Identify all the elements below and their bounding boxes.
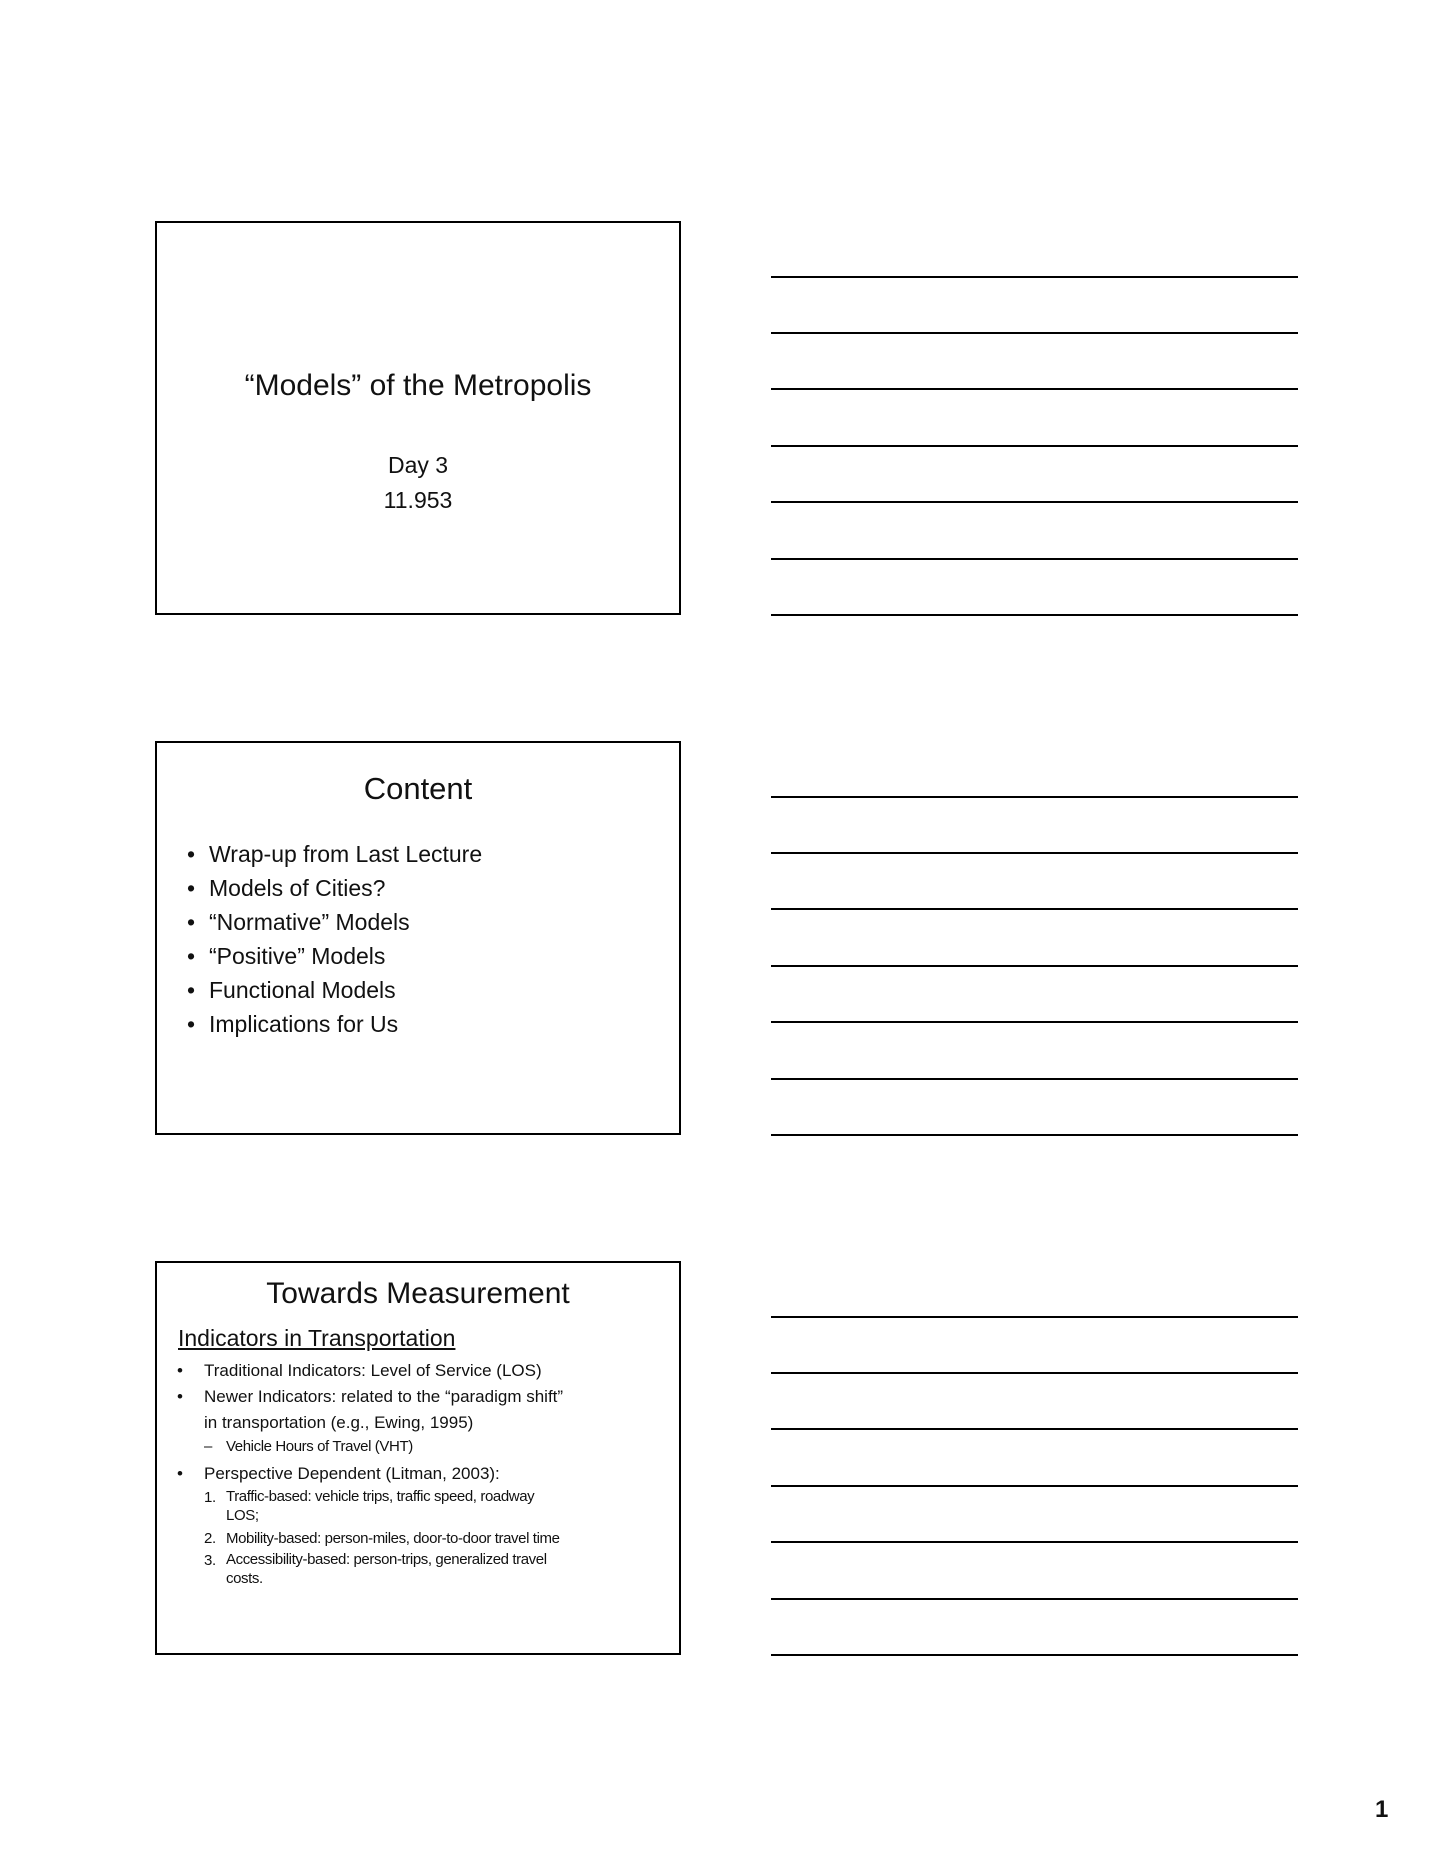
list-item: • Perspective Dependent (Litman, 2003):: [177, 1461, 677, 1487]
slide-1-subtitle: [157, 448, 679, 518]
note-line: [771, 388, 1298, 390]
note-line: [771, 852, 1298, 854]
note-line: [771, 445, 1298, 447]
bullet-icon: •: [187, 909, 196, 935]
numbered-item: 3. Accessibility-based: person-trips, generalized travel costs.: [204, 1551, 547, 1587]
item-number: 3.: [204, 1552, 216, 1569]
page-number: 1: [1375, 1796, 1389, 1823]
note-line: [771, 796, 1298, 798]
list-item: • Implications for Us: [187, 1007, 482, 1041]
note-line: [771, 1021, 1298, 1023]
list-item: • Wrap-up from Last Lecture: [187, 837, 482, 871]
list-item: • “Positive” Models: [187, 939, 482, 973]
note-line: [771, 908, 1298, 910]
bullet-icon: •: [187, 1011, 196, 1037]
note-line: [771, 1654, 1298, 1656]
slide-3-heading: Indicators in Transportation: [178, 1325, 456, 1351]
note-line: [771, 1372, 1298, 1374]
note-line: [771, 501, 1298, 503]
slide-2-bullet-list: [187, 837, 482, 1041]
slide-1-title: “Models” of the Metropolis: [244, 369, 592, 402]
slide-1-subtitle-line: 11.953: [383, 487, 453, 513]
bullet-icon: •: [177, 1464, 183, 1483]
sub-list-item: – Vehicle Hours of Travel (VHT): [177, 1436, 677, 1458]
note-line: [771, 1541, 1298, 1543]
slide-3-body: [177, 1358, 677, 1588]
list-item: • Traditional Indicators: Level of Service (LOS): [177, 1358, 677, 1384]
note-line: [771, 276, 1298, 278]
bullet-icon: •: [187, 977, 196, 1003]
note-line: [771, 1428, 1298, 1430]
slide-3: [155, 1261, 681, 1655]
slide-3-title: Towards Measurement: [266, 1277, 570, 1310]
note-line: [771, 965, 1298, 967]
item-number: 2.: [204, 1530, 216, 1547]
note-line: [771, 1598, 1298, 1600]
note-line: [771, 332, 1298, 334]
note-line: [771, 1134, 1298, 1136]
list-item: • Newer Indicators: related to the “paradigm shift” in transportation (e.g., Ewing, 1995): [177, 1384, 677, 1436]
bullet-icon: •: [187, 841, 196, 867]
note-line: [771, 1485, 1298, 1487]
list-item: • “Normative” Models: [187, 905, 482, 939]
numbered-item: 1. Traffic-based: vehicle trips, traffic speed, roadway LOS;: [204, 1488, 535, 1524]
bullet-icon: •: [187, 943, 196, 969]
dash-icon: –: [204, 1438, 212, 1455]
list-item: • Functional Models: [187, 973, 482, 1007]
bullet-icon: •: [187, 875, 196, 901]
slide-1: [155, 221, 681, 615]
slide-2: [155, 741, 681, 1135]
note-line: [771, 1078, 1298, 1080]
list-item: • Models of Cities?: [187, 871, 482, 905]
bullet-icon: •: [177, 1387, 183, 1406]
note-line: [771, 558, 1298, 560]
slide-2-title: Content: [363, 771, 473, 806]
item-number: 1.: [204, 1489, 216, 1506]
note-line: [771, 614, 1298, 616]
slide-1-subtitle-line: Day 3: [387, 452, 449, 478]
bullet-icon: •: [177, 1361, 183, 1380]
note-line: [771, 1316, 1298, 1318]
numbered-item: 2. Mobility-based: person-miles, door-to-door travel time: [177, 1528, 677, 1550]
